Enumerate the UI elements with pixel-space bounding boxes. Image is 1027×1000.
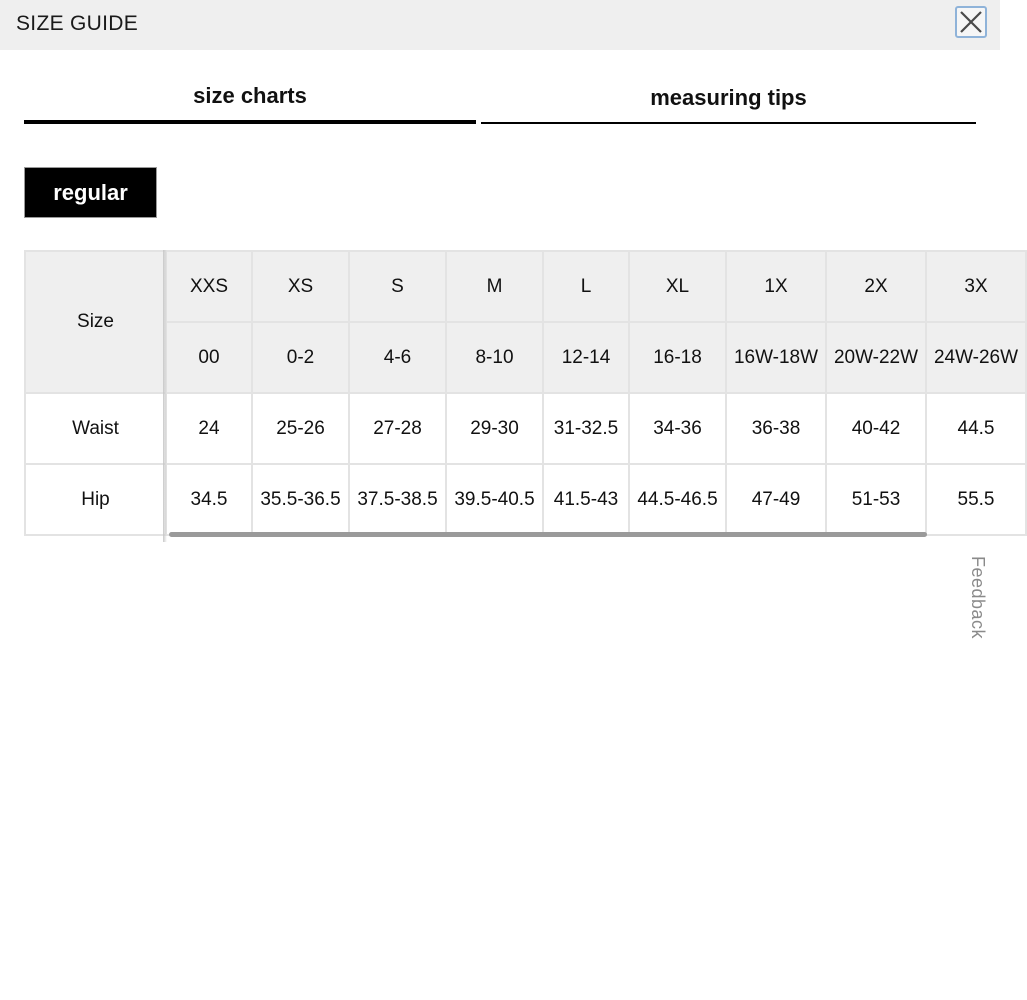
table-row-letter-sizes	[25, 251, 1026, 322]
size-header-cell: Size	[25, 251, 166, 393]
size-numeric-cell: 24W-26W	[926, 322, 1026, 393]
size-letter-cell: 3X	[926, 251, 1026, 322]
feedback-tab[interactable]	[962, 556, 992, 646]
size-numeric-cell: 00	[166, 322, 252, 393]
size-letter-cell: L	[543, 251, 629, 322]
hip-value-cell: 34.5	[166, 464, 252, 535]
regular-fit-button[interactable]: regular	[24, 167, 157, 218]
size-letter-cell: 1X	[726, 251, 826, 322]
hip-value-cell: 55.5	[926, 464, 1026, 535]
tab-measuring-tips-label: measuring tips	[650, 85, 807, 110]
feedback-label: Feedback	[968, 556, 988, 640]
tab-size-charts[interactable]	[24, 78, 476, 124]
size-numeric-cell: 12-14	[543, 322, 629, 393]
table-row-numeric-sizes	[25, 322, 1026, 393]
size-numeric-cell: 20W-22W	[826, 322, 926, 393]
hip-value-cell: 39.5-40.5	[446, 464, 543, 535]
size-numeric-cell: 4-6	[349, 322, 446, 393]
waist-value-cell: 34-36	[629, 393, 726, 464]
table-row-waist	[25, 393, 1026, 464]
page-title: SIZE GUIDE	[16, 12, 139, 35]
table-row-hip	[25, 464, 1026, 535]
size-numeric-cell: 0-2	[252, 322, 349, 393]
size-letter-cell: 2X	[826, 251, 926, 322]
size-letter-cell: XL	[629, 251, 726, 322]
hip-value-cell: 35.5-36.5	[252, 464, 349, 535]
table-horizontal-scrollbar[interactable]	[169, 532, 927, 537]
size-table-container	[24, 250, 1019, 542]
hip-value-cell: 51-53	[826, 464, 926, 535]
size-table	[24, 250, 1027, 536]
waist-value-cell: 40-42	[826, 393, 926, 464]
row-label-waist: Waist	[25, 393, 166, 464]
waist-value-cell: 27-28	[349, 393, 446, 464]
close-icon	[957, 8, 985, 36]
hip-value-cell: 41.5-43	[543, 464, 629, 535]
hip-value-cell: 47-49	[726, 464, 826, 535]
waist-value-cell: 31-32.5	[543, 393, 629, 464]
waist-value-cell: 29-30	[446, 393, 543, 464]
size-numeric-cell: 16-18	[629, 322, 726, 393]
size-numeric-cell: 8-10	[446, 322, 543, 393]
waist-value-cell: 25-26	[252, 393, 349, 464]
size-numeric-cell: 16W-18W	[726, 322, 826, 393]
tab-size-charts-label: size charts	[193, 83, 307, 108]
size-letter-cell: XXS	[166, 251, 252, 322]
row-label-hip: Hip	[25, 464, 166, 535]
close-button[interactable]	[955, 6, 987, 38]
size-letter-cell: XS	[252, 251, 349, 322]
tab-measuring-tips[interactable]	[481, 80, 976, 124]
header-bar	[0, 0, 1000, 50]
size-letter-cell: S	[349, 251, 446, 322]
hip-value-cell: 44.5-46.5	[629, 464, 726, 535]
waist-value-cell: 36-38	[726, 393, 826, 464]
waist-value-cell: 24	[166, 393, 252, 464]
waist-value-cell: 44.5	[926, 393, 1026, 464]
hip-value-cell: 37.5-38.5	[349, 464, 446, 535]
size-letter-cell: M	[446, 251, 543, 322]
